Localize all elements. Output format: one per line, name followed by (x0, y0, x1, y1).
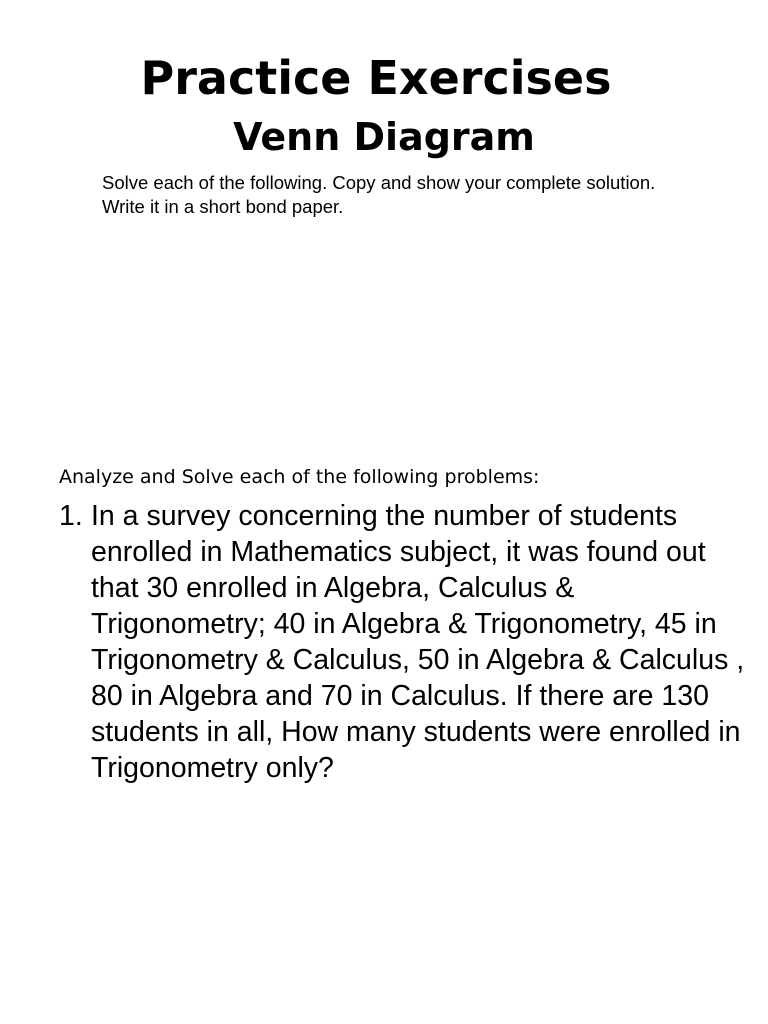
problem-number: 1. (59, 500, 83, 532)
problems-prompt: Analyze and Solve each of the following problems: (59, 466, 540, 488)
problem-list (59, 498, 749, 786)
page-title: Practice Exercises (140, 51, 612, 105)
instructions-text: Solve each of the following. Copy and show your complete solution. Write it in a short bond paper. (102, 172, 656, 217)
page-subtitle: Venn Diagram (233, 115, 535, 159)
problem-item (59, 498, 749, 786)
problem-text: In a survey concerning the number of students enrolled in Mathematics subject, it was found out that 30 enrolled in Algebra, Calculus & Trigonometry; 40 in Algebra & Trigonometry, 45 in Trigonometry & Calculus, 50 in Algebra & Calculus , 80 in Algebra and 70 in Calculus. If there are 130 students in all, How many students were enrolled in Trigonometry only? (91, 500, 745, 784)
